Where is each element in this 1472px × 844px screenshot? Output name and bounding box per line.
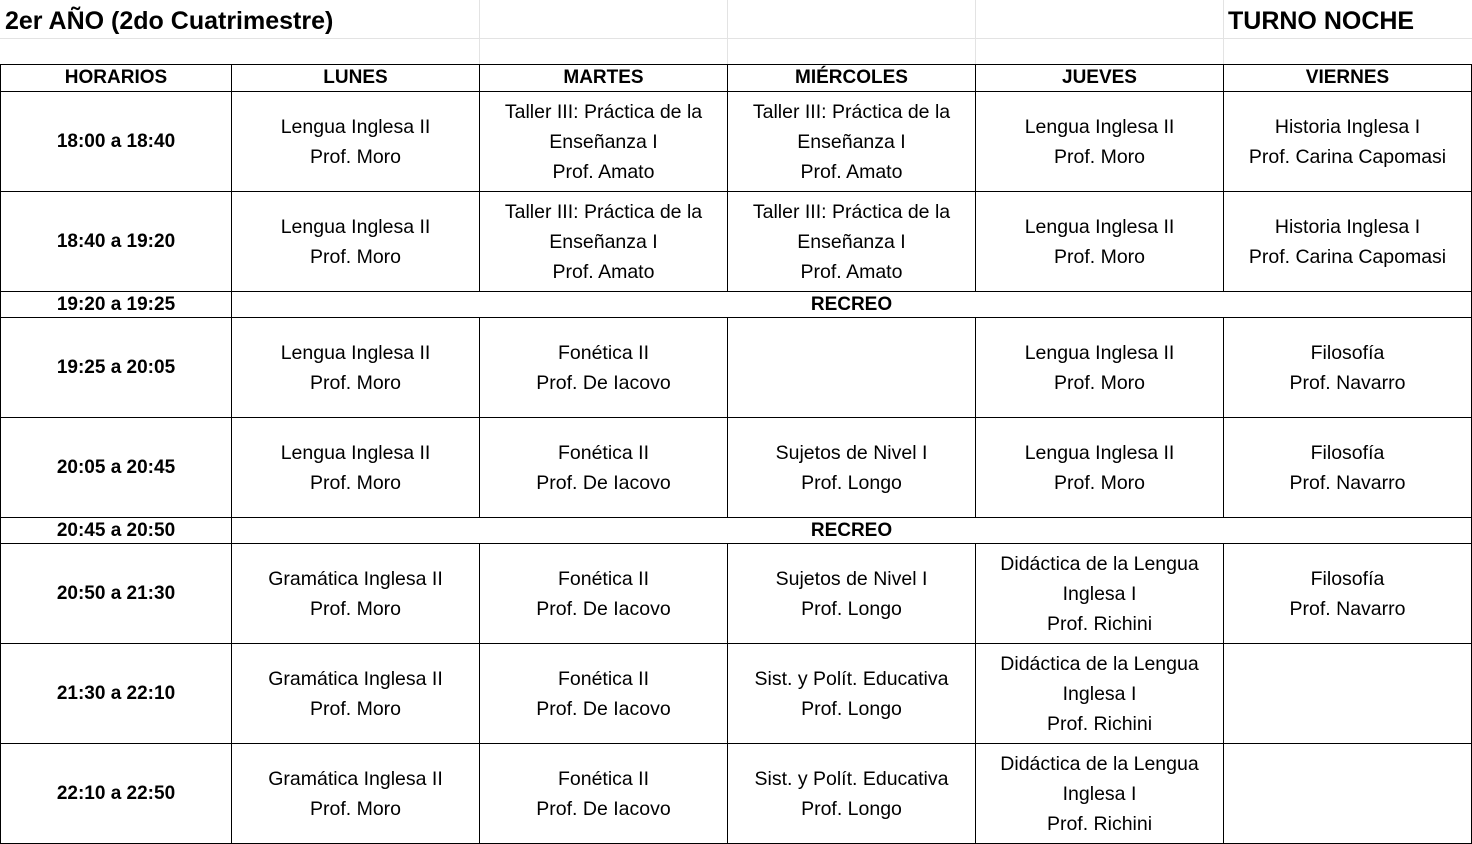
empty-cell	[728, 318, 976, 418]
subject-name: Filosofía	[1310, 567, 1385, 590]
header-horarios: HORARIOS	[1, 65, 232, 92]
subject-name: Sujetos de Nivel I	[775, 567, 928, 590]
subject-name: Lengua Inglesa II	[280, 441, 431, 464]
subject-name: Filosofía	[1310, 441, 1385, 464]
schedule-table	[0, 64, 1472, 844]
subject-name: Historia Inglesa I	[1274, 215, 1421, 238]
gridline	[0, 38, 1472, 39]
class-cell	[480, 318, 728, 418]
teacher-name: Prof. De Iacovo	[536, 597, 671, 620]
subject-name: Didáctica de la Lengua	[1000, 752, 1199, 775]
teacher-name: Prof. Amato	[800, 260, 903, 283]
gridline	[727, 0, 728, 64]
subject-name: Enseñanza I	[549, 230, 658, 253]
teacher-name: Prof. Amato	[800, 160, 903, 183]
class-cell	[976, 744, 1224, 844]
subject-name: Lengua Inglesa II	[280, 215, 431, 238]
time-slot-row	[1, 544, 1472, 644]
teacher-name: Prof. Amato	[552, 160, 655, 183]
header-row	[1, 65, 1472, 92]
class-cell	[232, 318, 480, 418]
break-row	[1, 292, 1472, 318]
page-title: 2er AÑO (2do Cuatrimestre)	[5, 7, 334, 35]
class-cell	[728, 744, 976, 844]
class-cell	[232, 92, 480, 192]
recreo-label: RECREO	[232, 518, 1472, 544]
teacher-name: Prof. De Iacovo	[536, 471, 671, 494]
teacher-name: Prof. Carina Capomasi	[1248, 145, 1447, 168]
teacher-name: Prof. Moro	[309, 697, 402, 720]
subject-name: Taller III: Práctica de la	[504, 200, 703, 223]
teacher-name: Prof. Richini	[1046, 712, 1153, 735]
empty-cell	[1224, 744, 1472, 844]
sheet-header	[0, 0, 1472, 64]
subject-name: Fonética II	[557, 441, 650, 464]
teacher-name: Prof. Longo	[801, 797, 902, 820]
subject-name: Gramática Inglesa II	[268, 567, 443, 590]
subject-name: Inglesa I	[1062, 582, 1137, 605]
teacher-name: Prof. De Iacovo	[536, 697, 671, 720]
class-cell	[1224, 92, 1472, 192]
class-cell	[480, 744, 728, 844]
time-slot-row	[1, 192, 1472, 292]
time-slot-row	[1, 318, 1472, 418]
header-day: VIERNES	[1224, 65, 1472, 92]
class-cell	[728, 92, 976, 192]
subject-name: Fonética II	[557, 567, 650, 590]
subject-name: Enseñanza I	[549, 130, 658, 153]
subject-name: Taller III: Práctica de la	[752, 200, 951, 223]
subject-name: Sist. y Polít. Educativa	[754, 667, 949, 690]
subject-name: Lengua Inglesa II	[1024, 115, 1175, 138]
time-range: 21:30 a 22:10	[1, 644, 232, 744]
class-cell	[480, 192, 728, 292]
class-cell	[728, 544, 976, 644]
teacher-name: Prof. Moro	[1053, 245, 1146, 268]
teacher-name: Prof. Carina Capomasi	[1248, 245, 1447, 268]
time-range: 20:45 a 20:50	[1, 518, 232, 544]
subject-name: Fonética II	[557, 767, 650, 790]
time-slot-row	[1, 92, 1472, 192]
teacher-name: Prof. Richini	[1046, 612, 1153, 635]
header-day: MIÉRCOLES	[728, 65, 976, 92]
subject-name: Lengua Inglesa II	[280, 115, 431, 138]
subject-name: Inglesa I	[1062, 782, 1137, 805]
gridline	[1223, 0, 1224, 64]
subject-name: Fonética II	[557, 341, 650, 364]
time-range: 20:50 a 21:30	[1, 544, 232, 644]
break-row	[1, 518, 1472, 544]
teacher-name: Prof. Moro	[309, 597, 402, 620]
subject-name: Sujetos de Nivel I	[775, 441, 928, 464]
subject-name: Didáctica de la Lengua	[1000, 552, 1199, 575]
time-range: 19:25 a 20:05	[1, 318, 232, 418]
class-cell	[480, 644, 728, 744]
class-cell	[232, 544, 480, 644]
teacher-name: Prof. Moro	[1053, 145, 1146, 168]
teacher-name: Prof. Moro	[309, 245, 402, 268]
teacher-name: Prof. Moro	[309, 797, 402, 820]
header-day: JUEVES	[976, 65, 1224, 92]
subject-name: Gramática Inglesa II	[268, 667, 443, 690]
subject-name: Gramática Inglesa II	[268, 767, 443, 790]
class-cell	[728, 644, 976, 744]
class-cell	[1224, 318, 1472, 418]
time-range: 22:10 a 22:50	[1, 744, 232, 844]
teacher-name: Prof. Amato	[552, 260, 655, 283]
subject-name: Historia Inglesa I	[1274, 115, 1421, 138]
teacher-name: Prof. De Iacovo	[536, 797, 671, 820]
class-cell	[976, 544, 1224, 644]
shift-label: TURNO NOCHE	[1228, 7, 1415, 35]
subject-name: Enseñanza I	[797, 230, 906, 253]
class-cell	[728, 192, 976, 292]
class-cell	[976, 644, 1224, 744]
class-cell	[1224, 418, 1472, 518]
header-day: LUNES	[232, 65, 480, 92]
teacher-name: Prof. Moro	[1053, 371, 1146, 394]
teacher-name: Prof. Moro	[309, 145, 402, 168]
class-cell	[232, 192, 480, 292]
subject-name: Lengua Inglesa II	[1024, 341, 1175, 364]
subject-name: Inglesa I	[1062, 682, 1137, 705]
teacher-name: Prof. Moro	[1053, 471, 1146, 494]
gridline	[975, 0, 976, 64]
time-range: 19:20 a 19:25	[1, 292, 232, 318]
teacher-name: Prof. Richini	[1046, 812, 1153, 835]
subject-name: Taller III: Práctica de la	[504, 100, 703, 123]
teacher-name: Prof. Moro	[309, 471, 402, 494]
time-slot-row	[1, 744, 1472, 844]
subject-name: Lengua Inglesa II	[1024, 441, 1175, 464]
empty-cell	[1224, 644, 1472, 744]
class-cell	[232, 744, 480, 844]
subject-name: Fonética II	[557, 667, 650, 690]
class-cell	[232, 418, 480, 518]
class-cell	[232, 644, 480, 744]
subject-name: Filosofía	[1310, 341, 1385, 364]
class-cell	[480, 544, 728, 644]
class-cell	[480, 418, 728, 518]
subject-name: Lengua Inglesa II	[1024, 215, 1175, 238]
time-range: 18:40 a 19:20	[1, 192, 232, 292]
subject-name: Taller III: Práctica de la	[752, 100, 951, 123]
gridline	[479, 0, 480, 64]
class-cell	[976, 192, 1224, 292]
teacher-name: Prof. Longo	[801, 597, 902, 620]
time-slot-row	[1, 418, 1472, 518]
class-cell	[480, 92, 728, 192]
class-cell	[728, 418, 976, 518]
teacher-name: Prof. De Iacovo	[536, 371, 671, 394]
teacher-name: Prof. Navarro	[1289, 597, 1406, 620]
teacher-name: Prof. Longo	[801, 697, 902, 720]
teacher-name: Prof. Navarro	[1289, 371, 1406, 394]
subject-name: Didáctica de la Lengua	[1000, 652, 1199, 675]
time-slot-row	[1, 644, 1472, 744]
subject-name: Enseñanza I	[797, 130, 906, 153]
teacher-name: Prof. Longo	[801, 471, 902, 494]
subject-name: Sist. y Polít. Educativa	[754, 767, 949, 790]
teacher-name: Prof. Moro	[309, 371, 402, 394]
class-cell	[976, 92, 1224, 192]
class-cell	[976, 318, 1224, 418]
class-cell	[1224, 192, 1472, 292]
subject-name: Lengua Inglesa II	[280, 341, 431, 364]
recreo-label: RECREO	[232, 292, 1472, 318]
header-day: MARTES	[480, 65, 728, 92]
class-cell	[976, 418, 1224, 518]
class-cell	[1224, 544, 1472, 644]
time-range: 20:05 a 20:45	[1, 418, 232, 518]
teacher-name: Prof. Navarro	[1289, 471, 1406, 494]
time-range: 18:00 a 18:40	[1, 92, 232, 192]
